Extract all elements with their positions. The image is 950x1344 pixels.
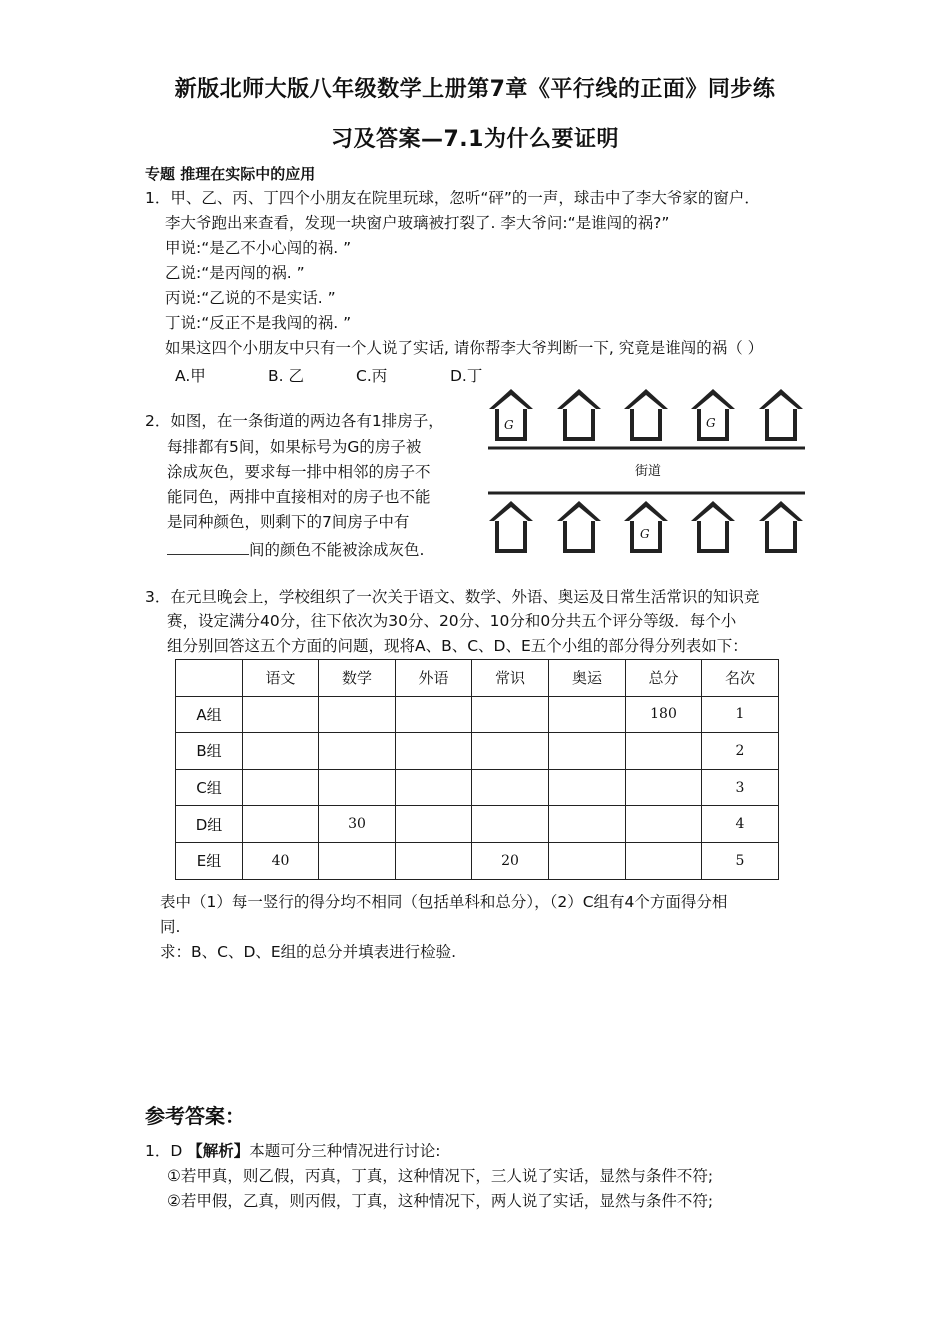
header-cell: 常识	[472, 660, 549, 697]
q3-note-3: 求：B、C、D、E组的总分并填表进行检验.	[160, 943, 457, 961]
table-cell	[243, 696, 319, 733]
table-cell: 30	[319, 806, 396, 843]
title-line-2: 习及答案—7.1为什么要证明	[331, 127, 619, 152]
answers-heading: 参考答案：	[145, 1104, 245, 1128]
table-cell	[396, 806, 472, 843]
q1-line-6: 丁说:“反正不是我闯的祸. ”	[165, 314, 352, 332]
q1-line-5: 丙说:“乙说的不是实话. ”	[165, 289, 336, 307]
g-label-bottom-3: G	[640, 527, 650, 541]
q1-line-1: 1．甲、乙、丙、丁四个小朋友在院里玩球，忽听“砰”的一声，球击中了李大爷家的窗户．	[145, 189, 760, 207]
table-cell	[396, 842, 472, 879]
q3-line-2: 赛，设定满分40分，往下依次为30分、20分、10分和0分共五个评分等级．每个小	[167, 612, 737, 630]
title-line-1: 新版北师大版八年级数学上册第7章《平行线的正面》同步练	[174, 77, 776, 102]
table-cell	[626, 769, 702, 806]
table-cell	[472, 733, 549, 770]
table-cell	[243, 733, 319, 770]
house-top-3	[624, 389, 668, 439]
table-row	[176, 733, 779, 770]
group-cell: B组	[176, 733, 243, 770]
table-row	[176, 806, 779, 843]
table-row	[176, 842, 779, 879]
bottom-row-houses	[489, 501, 803, 551]
q2-line-3: 涂成灰色，要求每一排中相邻的房子不	[167, 463, 431, 481]
table-cell: 2	[702, 733, 779, 770]
q2-line-6-text: 间的颜色不能被涂成灰色.	[249, 541, 425, 559]
answer-1-line	[145, 1144, 440, 1160]
q1-line-7: 如果这四个小朋友中只有一个人说了实话, 请你帮李大爷判断一下, 究竟是谁闯的祸（ ）	[165, 339, 764, 357]
table-cell	[549, 733, 626, 770]
score-table	[175, 659, 779, 880]
table-cell	[626, 842, 702, 879]
table-cell	[626, 733, 702, 770]
q1-line-3: 甲说:“是乙不小心闯的祸. ”	[165, 239, 352, 257]
group-cell: C组	[176, 769, 243, 806]
header-cell: 语文	[243, 660, 319, 697]
g-label-top-4: G	[706, 416, 716, 430]
header-cell: 奥运	[549, 660, 626, 697]
group-cell: A组	[176, 696, 243, 733]
table-cell: 180	[626, 696, 702, 733]
house-bottom-2	[557, 501, 601, 551]
table-cell: 40	[243, 842, 319, 879]
q2-line-1: 2．如图，在一条街道的两边各有1排房子，	[145, 412, 444, 430]
table-cell	[549, 769, 626, 806]
table-cell: 5	[702, 842, 779, 879]
q1-line-4: 乙说:“是丙闯的祸. ”	[165, 264, 305, 282]
table-row	[176, 769, 779, 806]
table-cell	[396, 769, 472, 806]
table-cell: 1	[702, 696, 779, 733]
q1-line-2: 李大爷跑出来查看，发现一块窗户玻璃被打裂了. 李大爷问:“是谁闯的祸?”	[165, 214, 670, 232]
table-cell	[319, 769, 396, 806]
table-cell	[243, 806, 319, 843]
q1-option-d: D.丁	[450, 367, 483, 385]
header-cell: 总分	[626, 660, 702, 697]
answer-1-case-1: ①若甲真，则乙假，丙真，丁真，这种情况下，三人说了实话，显然与条件不符;	[167, 1167, 714, 1185]
house-bottom-4	[691, 501, 735, 551]
street-label: 街道	[634, 464, 662, 479]
table-cell	[319, 842, 396, 879]
house-bottom-1	[489, 501, 533, 551]
table-cell: 3	[702, 769, 779, 806]
header-cell: 数学	[319, 660, 396, 697]
q1-option-c: C.丙	[356, 367, 388, 385]
answer-1-tag: 【解析】	[187, 1142, 250, 1160]
header-cell	[176, 660, 243, 697]
house-top-5	[759, 389, 803, 439]
table-cell	[319, 696, 396, 733]
house-top-2	[557, 389, 601, 439]
answer-1-prefix: 1．D	[145, 1142, 188, 1160]
g-label-top-1: G	[504, 418, 514, 432]
table-cell	[472, 696, 549, 733]
table-cell	[472, 769, 549, 806]
answer-blank	[167, 540, 249, 555]
table-cell	[319, 733, 396, 770]
header-cell: 名次	[702, 660, 779, 697]
q1-option-b: B. 乙	[268, 367, 304, 385]
table-cell: 20	[472, 842, 549, 879]
house-bottom-3	[624, 501, 668, 551]
table-header-row	[176, 660, 779, 697]
top-row-houses	[489, 389, 803, 439]
q3-line-3: 组分别回答这五个方面的问题，现将A、B、C、D、E五个小组的部分得分列表如下：	[167, 637, 748, 655]
table-cell	[549, 806, 626, 843]
q1-option-a: A.甲	[175, 367, 206, 385]
group-cell: E组	[176, 842, 243, 879]
section-heading: 专题 推理在实际中的应用	[145, 165, 316, 183]
q2-line-4: 能同色，两排中直接相对的房子也不能	[167, 488, 431, 506]
header-cell: 外语	[396, 660, 472, 697]
q3-note-2: 同.	[160, 918, 181, 936]
table-cell	[396, 733, 472, 770]
table-row	[176, 696, 779, 733]
table-cell	[472, 806, 549, 843]
house-bottom-5	[759, 501, 803, 551]
answer-1-text: 本题可分三种情况进行讨论:	[249, 1142, 441, 1160]
table-cell	[626, 806, 702, 843]
group-cell: D组	[176, 806, 243, 843]
house-top-4	[691, 389, 735, 439]
q2-line-6	[167, 540, 424, 559]
table-cell	[549, 842, 626, 879]
table-cell	[396, 696, 472, 733]
q3-line-1: 3．在元旦晚会上，学校组织了一次关于语文、数学、外语、奥运及日常生活常识的知识竞	[145, 588, 760, 606]
table-cell	[243, 769, 319, 806]
q2-line-5: 是同种颜色，则剩下的7间房子中有	[167, 513, 410, 531]
q2-line-2: 每排都有5间，如果标号为G的房子被	[167, 438, 422, 456]
answer-1-case-2: ②若甲假，乙真，则丙假，丁真，这种情况下，两人说了实话，显然与条件不符;	[167, 1192, 714, 1210]
q3-note-1: 表中（1）每一竖行的得分均不相同（包括单科和总分），（2）C组有4个方面得分相	[160, 893, 728, 911]
table-cell	[549, 696, 626, 733]
street-houses-figure	[480, 383, 810, 558]
table-cell: 4	[702, 806, 779, 843]
